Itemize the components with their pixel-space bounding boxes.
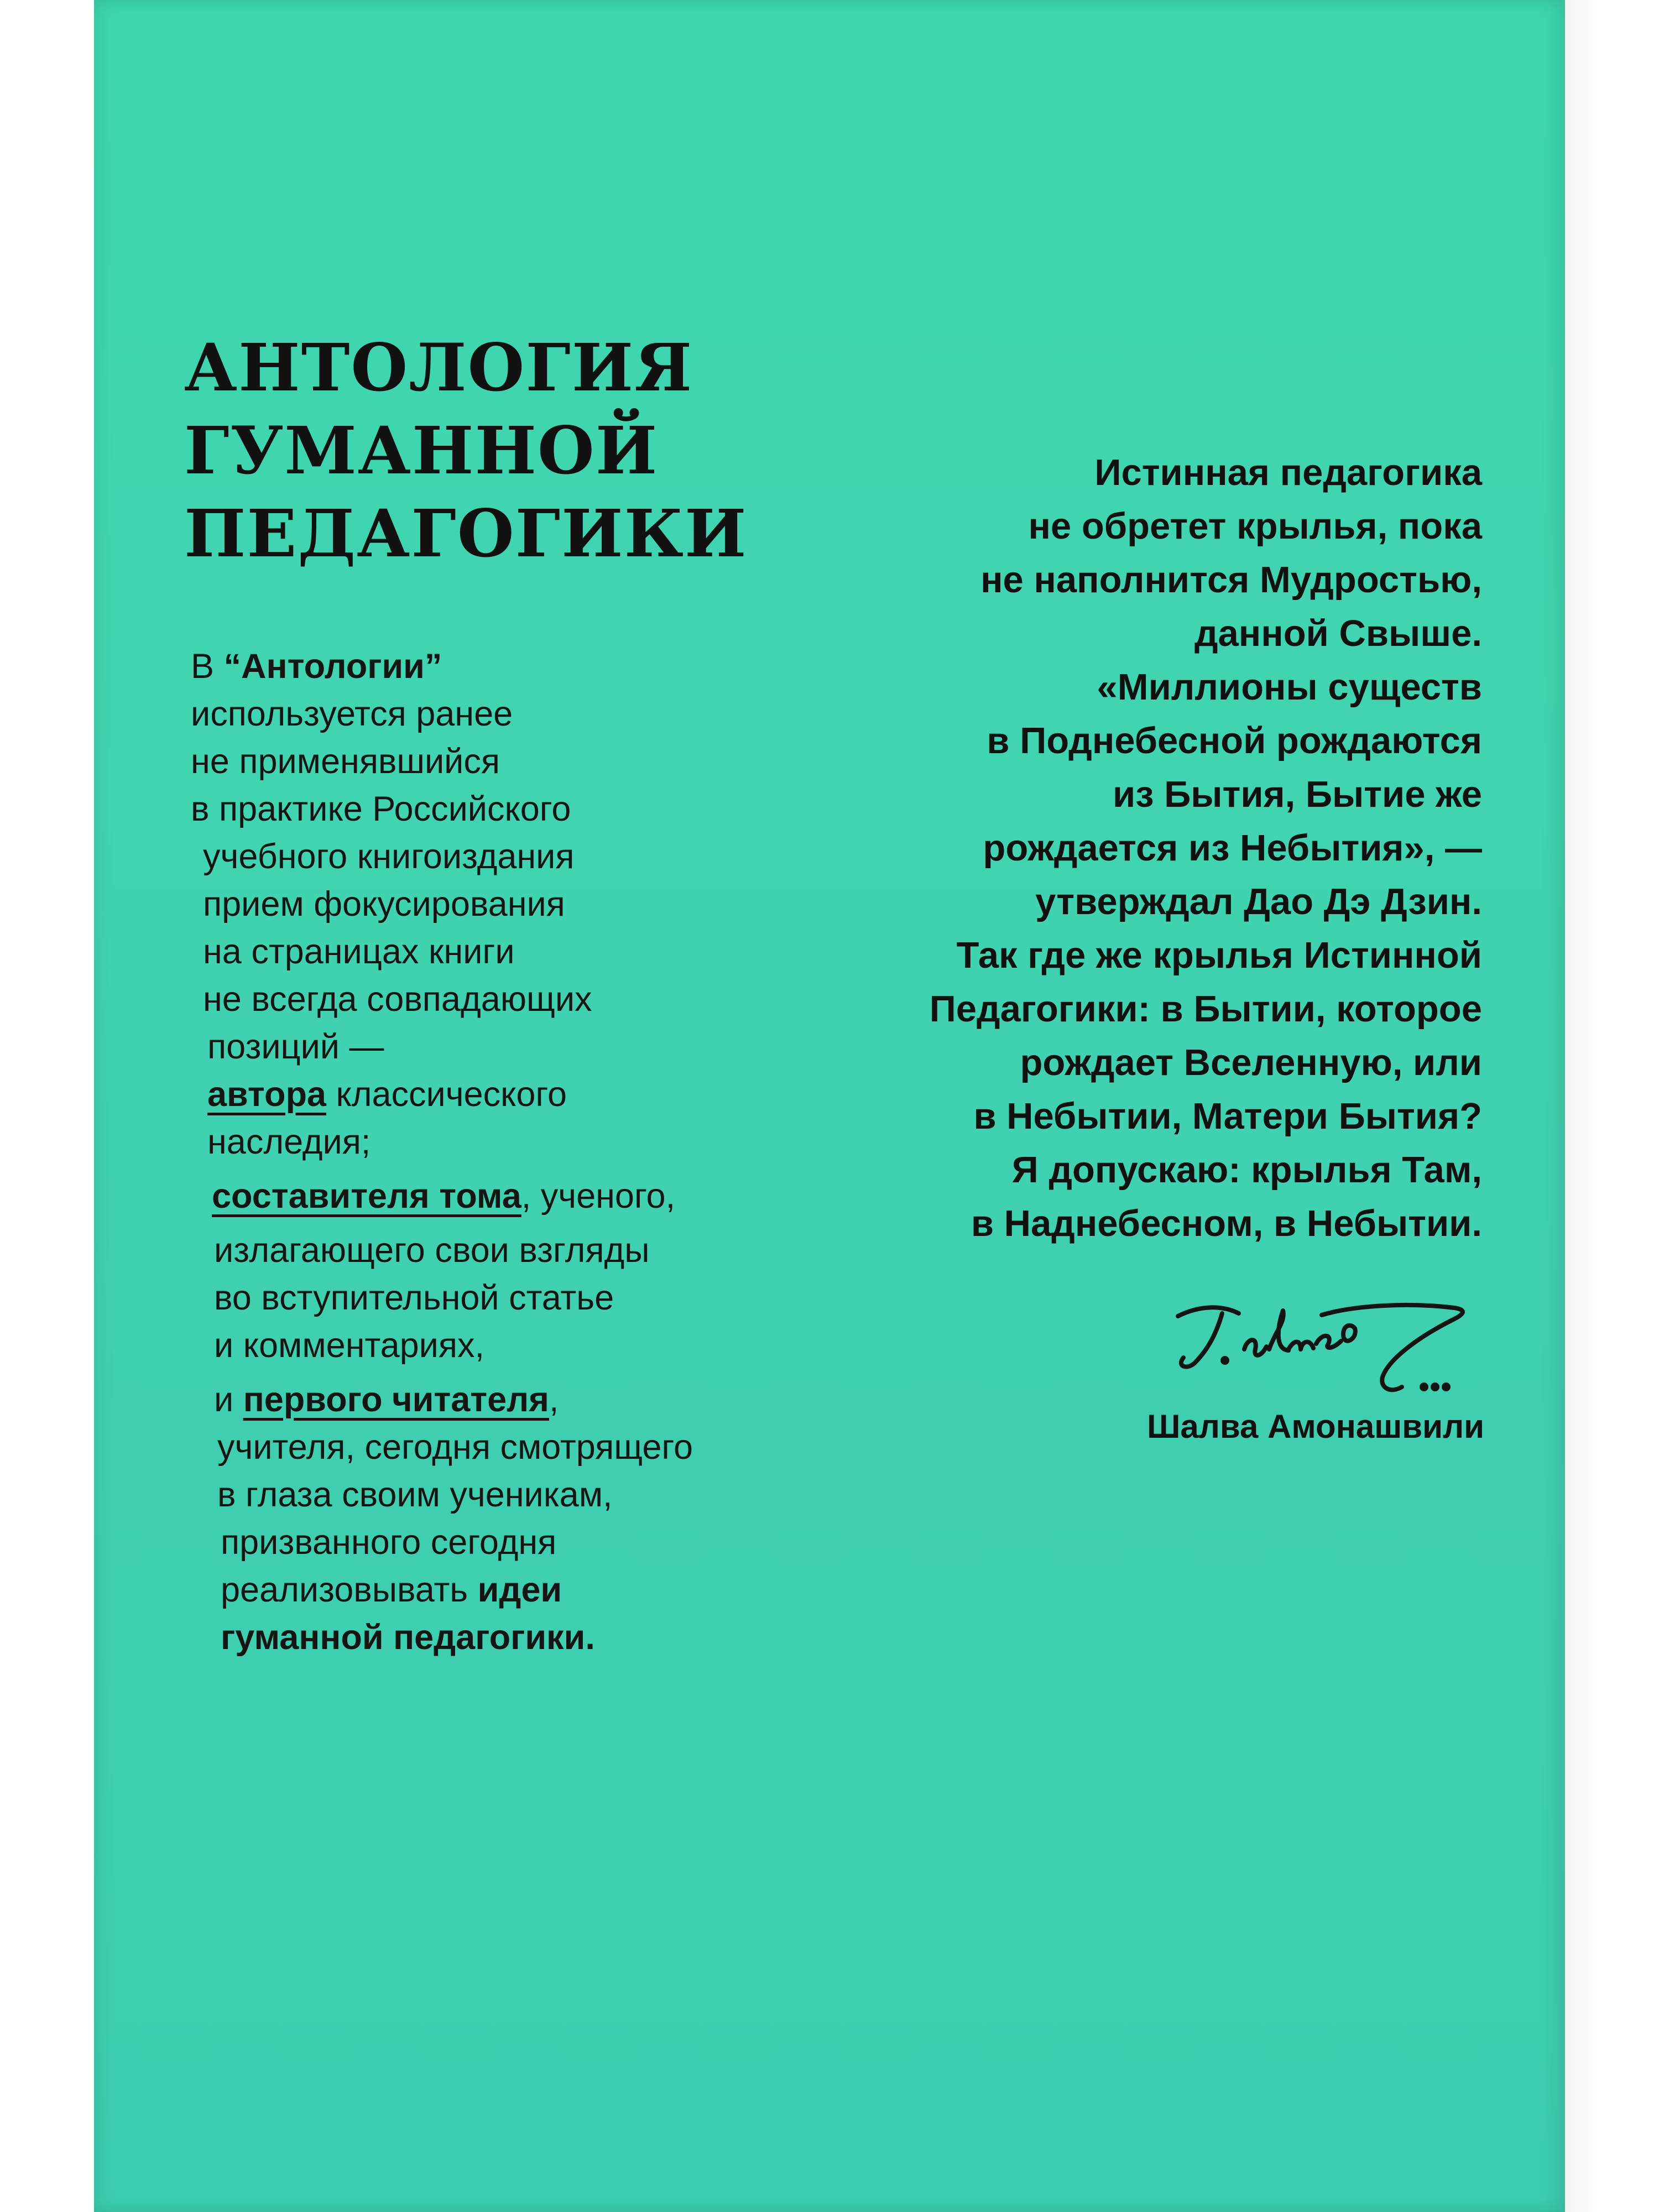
annotation-line: и комментариях, bbox=[214, 1326, 484, 1365]
quote-line: Я допускаю: крылья Там, bbox=[1011, 1149, 1482, 1191]
title-line-1: АНТОЛОГИЯ bbox=[184, 329, 693, 406]
annotation-line bbox=[191, 1566, 693, 1614]
annotation-text-part: и bbox=[214, 1380, 243, 1419]
quote-line: рождает Вселенную, или bbox=[1020, 1042, 1482, 1083]
quote-line: «Миллионы существ bbox=[1097, 666, 1482, 708]
emphasis-reader: первого читателя bbox=[243, 1380, 549, 1419]
page-edge bbox=[1565, 0, 1659, 2212]
annotation-line: используется ранее bbox=[191, 695, 513, 733]
title-line-3: ПЕДАГОГИКИ bbox=[184, 495, 748, 572]
annotation-line: призванного сегодня bbox=[221, 1523, 557, 1562]
annotation-line: позиций — bbox=[207, 1027, 384, 1066]
quote-line: Истинная педагогика bbox=[1094, 452, 1482, 493]
annotation-line: излагающего свои взгляды bbox=[214, 1231, 650, 1270]
annotation-bold: идеи bbox=[477, 1571, 562, 1609]
quote-line: рождается из Небытия», — bbox=[983, 827, 1482, 869]
annotation-text-part: классического bbox=[326, 1075, 567, 1114]
annotation-text-part: реализовывать bbox=[221, 1571, 478, 1609]
annotation-bold: гуманной педагогики. bbox=[221, 1618, 595, 1657]
handwritten-signature-icon bbox=[1156, 1288, 1499, 1405]
annotation-text-part: , bbox=[549, 1380, 559, 1419]
author-name: Шалва Амонашвили bbox=[1147, 1408, 1484, 1445]
emphasis-author: автора bbox=[207, 1075, 326, 1114]
quote-line: не обретет крылья, пока bbox=[1028, 505, 1482, 547]
epigraph-quote bbox=[763, 446, 1482, 1250]
book-title bbox=[184, 326, 747, 575]
quote-line: в Наднебесном, в Небытии. bbox=[971, 1203, 1482, 1244]
quote-line: утверждал Дао Дэ Дзин. bbox=[1035, 881, 1482, 922]
annotation-line bbox=[191, 1376, 693, 1423]
annotation-line: наследия; bbox=[207, 1123, 371, 1161]
annotation-line bbox=[191, 1614, 693, 1661]
annotation-line: учителя, сегодня смотрящего bbox=[217, 1428, 693, 1467]
annotation-bold: “Антологии” bbox=[223, 647, 442, 686]
annotation-line: во вступительной статье bbox=[214, 1279, 614, 1317]
annotation-line: не применявшийся bbox=[191, 742, 500, 781]
annotation-line: прием фокусирования bbox=[203, 885, 565, 924]
annotation-line: в практике Российского bbox=[191, 790, 571, 828]
quote-line: в Небытии, Матери Бытия? bbox=[973, 1095, 1482, 1137]
annotation-text-part: , ученого, bbox=[521, 1177, 676, 1215]
annotation-line bbox=[191, 1172, 693, 1220]
annotation-line bbox=[191, 1071, 693, 1118]
quote-line: не наполнится Мудростью, bbox=[980, 559, 1482, 601]
quote-line: Педагогики: в Бытии, которое bbox=[929, 988, 1482, 1030]
quote-line: Так где же крылья Истинной bbox=[956, 935, 1482, 976]
annotation-text-part: В bbox=[191, 647, 224, 686]
annotation-line: учебного книгоиздания bbox=[203, 837, 575, 876]
quote-line: данной Свыше. bbox=[1194, 613, 1482, 654]
annotation-line: не всегда совпадающих bbox=[203, 980, 592, 1019]
emphasis-compiler: составителя тома bbox=[212, 1177, 521, 1215]
annotation-text bbox=[191, 643, 693, 1661]
annotation-line: в глаза своим ученикам, bbox=[217, 1475, 613, 1514]
quote-line: из Бытия, Бытие же bbox=[1113, 774, 1482, 815]
annotation-line: на страницах книги bbox=[203, 932, 515, 971]
quote-line: в Поднебесной рождаются bbox=[987, 720, 1482, 761]
title-line-2: ГУМАННОЙ bbox=[184, 412, 659, 489]
annotation-line bbox=[191, 643, 693, 690]
